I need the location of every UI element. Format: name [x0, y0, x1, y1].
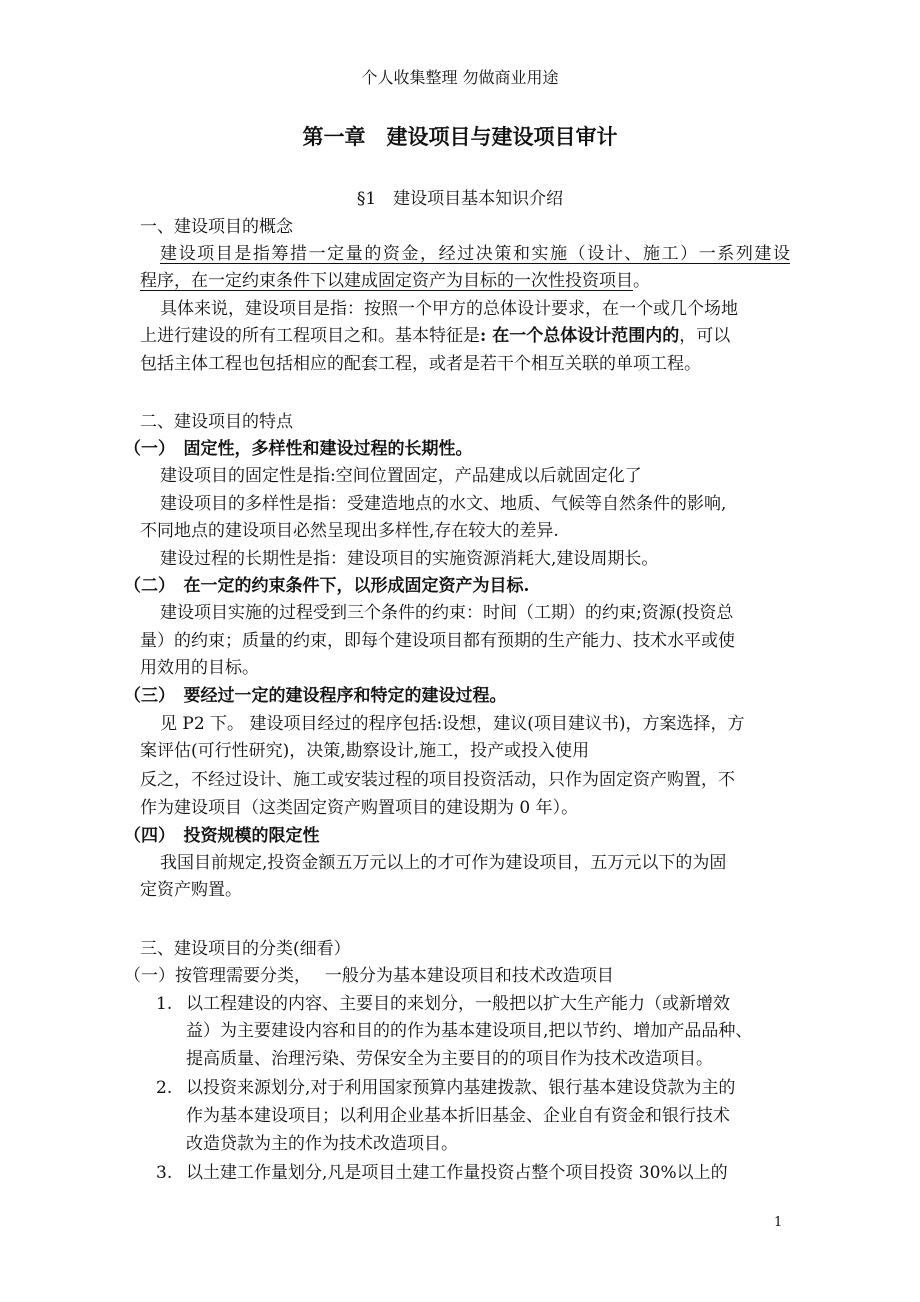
list-line: 提高质量、治理污染、劳保安全为主要目的的项目作为技术改造项目。 — [186, 1049, 713, 1069]
paragraph-line: 包括主体工程也包括相应的配套工程，或者是若干个相互关联的单项工程。 — [140, 354, 701, 374]
paragraph-line: 见 P2 下。 建设项目经过的程序包括:设想，建议(项目建议书)，方案选择，方 — [160, 714, 745, 734]
subheading-1: （一） 固定性，多样性和建设过程的长期性。 — [124, 439, 473, 459]
subheading-2: （二） 在一定的约束条件下，以形成固定资产为目标. — [124, 576, 530, 596]
definition-line-1 — [160, 241, 790, 268]
page-header: 个人收集整理 勿做商业用途 — [361, 68, 559, 87]
paragraph-text: 上进行建设的所有工程项目之和。基本特征是 — [140, 326, 480, 346]
subheading-classification: （一）按管理需要分类， 一般分为基本建设项目和技术改造项目 — [124, 966, 614, 986]
definition-text-1: 建设项目是指筹措一定量的资金，经过决策和实施（设计、施工）一系列建设 — [160, 244, 790, 264]
definition-line-2 — [140, 268, 650, 295]
paragraph-line: 建设过程的长期性是指：建设项目的实施资源消耗大,建设周期长。 — [160, 549, 659, 569]
paragraph-text: ，可以 — [679, 326, 731, 346]
section-title: §1 建设项目基本知识介绍 — [356, 189, 564, 209]
paragraph-line: 案评估(可行性研究)，决策,勘察设计,施工，投产或投入使用 — [140, 741, 590, 761]
paragraph-line: 我国目前规定,投资金额五万元以上的才可作为建设项目，五万元以下的为固 — [160, 853, 727, 873]
chapter-title: 第一章 建设项目与建设项目审计 — [302, 124, 618, 149]
paragraph-line — [140, 323, 730, 350]
list-line: 以工程建设的内容、主要目的来划分，一般把以扩大生产能力（或新增效 — [186, 994, 730, 1014]
list-line: 益）为主要建设内容和目的的作为基本建设项目,把以节约、增加产品品种、 — [186, 1021, 753, 1041]
paragraph-line: 作为建设项目（这类固定资产购置项目的建设期为 0 年）。 — [140, 798, 579, 818]
page-number: 1 — [774, 1215, 783, 1230]
definition-end: 。 — [633, 271, 650, 291]
paragraph-line: 反之，不经过设计、施工或安装过程的项目投资活动，只作为固定资产购置，不 — [140, 770, 735, 790]
paragraph-line: 用效用的目标。 — [140, 658, 259, 678]
list-line: 以投资来源划分,对于利用国家预算内基建拨款、银行基本建设贷款为主的 — [186, 1078, 736, 1098]
list-line: 改造贷款为主的作为技术改造项目。 — [186, 1134, 458, 1154]
section-3-heading: 三、建设项目的分类(细看） — [140, 939, 351, 959]
list-number: 1. — [156, 994, 173, 1014]
bold-phrase: : 在一个总体设计范围内的 — [480, 326, 680, 346]
paragraph-line: 不同地点的建设项目必然呈现出多样性,存在较大的差异. — [140, 521, 559, 541]
paragraph-line: 定资产购置。 — [140, 880, 242, 900]
paragraph-line: 建设项目的固定性是指:空间位置固定，产品建成以后就固定化了 — [160, 466, 642, 486]
subheading-4: （四） 投资规模的限定性 — [124, 826, 320, 846]
subheading-3: （三） 要经过一定的建设程序和特定的建设过程。 — [124, 686, 507, 706]
paragraph-line: 具体来说，建设项目是指：按照一个甲方的总体设计要求，在一个或几个场地 — [160, 299, 738, 319]
list-line: 以土建工作量划分,凡是项目土建工作量投资占整个项目投资 30%以上的 — [186, 1163, 728, 1183]
section-1-heading: 一、建设项目的概念 — [140, 217, 293, 237]
list-number: 2. — [156, 1078, 173, 1098]
list-number: 3. — [156, 1163, 173, 1183]
section-2-heading: 二、建设项目的特点 — [140, 412, 293, 432]
list-line: 作为基本建设项目；以利用企业基本折旧基金、企业自有资金和银行技术 — [186, 1106, 730, 1126]
paragraph-line: 建设项目的多样性是指：受建造地点的水文、地质、气候等自然条件的影响, — [160, 494, 727, 514]
paragraph-line: 建设项目实施的过程受到三个条件的约束：时间（工期）的约束;资源(投资总 — [160, 603, 734, 623]
paragraph-line: 量）的约束；质量的约束，即每个建设项目都有预期的生产能力、技术水平或使 — [140, 631, 735, 651]
definition-text-2: 程序，在一定约束条件下以建成固定资产为目标的一次性投资项目 — [140, 271, 633, 291]
